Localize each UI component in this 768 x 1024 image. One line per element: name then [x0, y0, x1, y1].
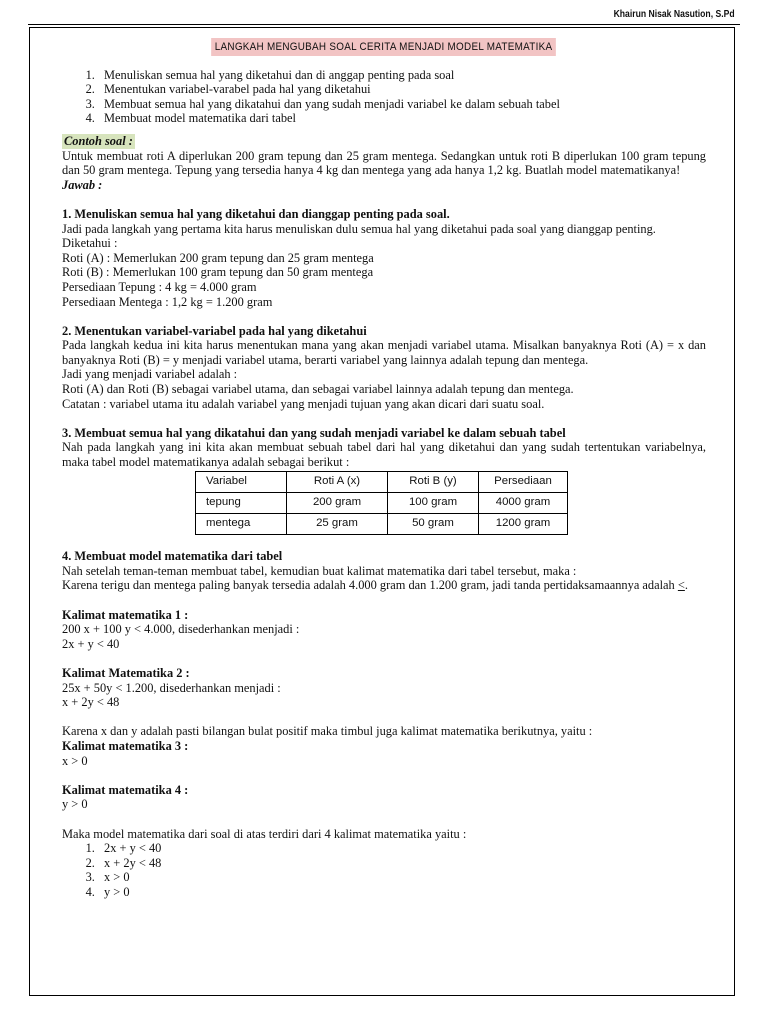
table-cell: 25 gram — [287, 513, 388, 534]
author-name: Khairun Nisak Nasution, S.Pd — [613, 8, 735, 20]
summary-line: Maka model matematika dari soal di atas terdiri dari 4 kalimat matematika yaitu : — [62, 826, 467, 841]
section2-para: Pada langkah kedua ini kita harus menentukan mana yang akan menjadi variabel utama. Misalkan banyaknya Roti (A) = x dan banyaknya Roti (B) = y menjadi variabel utama, berarti variabel yang lainnya adalah tepung dan mentega. — [62, 338, 706, 367]
list-item: 4. y > 0 — [98, 885, 706, 900]
k3-label: Kalimat matematika 3 : — [62, 738, 189, 753]
section1-intro: Jadi pada langkah yang pertama kita harus menuliskan dulu semua hal yang diketahui pada soal yang dianggap penting. — [62, 221, 656, 236]
k1-result: 2x + y < 40 — [62, 636, 120, 651]
k4-line: y > 0 — [62, 797, 88, 812]
k2-label: Kalimat Matematika 2 : — [62, 665, 190, 680]
table-cell: 1200 gram — [479, 513, 568, 534]
model-list — [62, 841, 706, 899]
section2-line: Catatan : variabel utama itu adalah variabel yang menjadi tujuan yang akan dicari dari suatu soal. — [62, 396, 545, 411]
steps-list — [62, 68, 706, 126]
known-line: Persediaan Mentega : 1,2 kg = 1.200 gram — [62, 294, 273, 309]
table-header-cell: Roti A (x) — [287, 471, 388, 492]
k1-line: 200 x + 100 y < 4.000, disederhankan menjadi : — [62, 622, 300, 637]
list-item: 4. Membuat model matematika dari tabel — [98, 111, 706, 126]
table-header-cell: Roti B (y) — [388, 471, 479, 492]
list-item: 3. x > 0 — [98, 870, 706, 885]
list-item: 2. x + 2y < 48 — [98, 856, 706, 871]
k3-line: x > 0 — [62, 753, 88, 768]
known-line: Roti (A) : Memerlukan 200 gram tepung dan 25 gram mentega — [62, 250, 374, 265]
section4-line: Nah setelah teman-teman membuat tabel, kemudian buat kalimat matematika dari tabel tersebut, maka : — [62, 563, 577, 578]
list-item: 2. Menentukan variabel-varabel pada hal yang diketahui — [98, 82, 706, 97]
model-table — [195, 471, 568, 535]
inequality-sign: < — [677, 578, 685, 593]
k2-line: 25x + 50y < 1.200, disederhankan menjadi : — [62, 680, 281, 695]
section2-heading: 2. Menentukan variabel-variabel pada hal yang diketahui — [62, 323, 367, 338]
k1-label: Kalimat matematika 1 : — [62, 607, 189, 622]
table-cell: 200 gram — [287, 492, 388, 513]
known-line: Persediaan Tepung : 4 kg = 4.000 gram — [62, 279, 257, 294]
known-label: Diketahui : — [62, 236, 118, 251]
section1-heading: 1. Menuliskan semua hal yang diketahui dan dianggap penting pada soal. — [62, 206, 450, 221]
k4-label: Kalimat matematika 4 : — [62, 782, 189, 797]
list-item: 1. 2x + y < 40 — [98, 841, 706, 856]
section2-line: Roti (A) dan Roti (B) sebagai variabel utama, dan sebagai variabel lainnya adalah tepung dan mentega. — [62, 382, 574, 397]
answer-label: Jawab : — [62, 177, 103, 192]
page-title: LANGKAH MENGUBAH SOAL CERITA MENJADI MODEL MATEMATIKA — [212, 38, 557, 56]
list-item: 1. Menuliskan semua hal yang diketahui dan di anggap penting pada soal — [98, 68, 706, 83]
k2-result: x + 2y < 48 — [62, 695, 120, 710]
table-cell: 4000 gram — [479, 492, 568, 513]
known-line: Roti (B) : Memerlukan 100 gram tepung dan 50 gram mentega — [62, 265, 374, 280]
table-cell: tepung — [196, 492, 287, 513]
table-header-cell: Variabel — [196, 471, 287, 492]
example-text: Untuk membuat roti A diperlukan 200 gram tepung dan 25 gram mentega. Sedangkan untuk roti B diperlukan 100 gram tepung dan 50 gram mentega. Tepung yang tersedia hanya 4 kg dan mentega yang ada hanya 1,2 kg. Buatlah model matematikanya! — [62, 148, 706, 178]
because-line: Karena x dan y adalah pasti bilangan bulat positif maka timbul juga kalimat matematika berikutnya, yaitu : — [62, 724, 593, 739]
section4-heading: 4. Membuat model matematika dari tabel — [62, 549, 283, 564]
table-cell: 50 gram — [388, 513, 479, 534]
table-cell: mentega — [196, 513, 287, 534]
section3-para: Nah pada langkah yang ini kita akan membuat sebuah tabel dari hal yang diketahui dan yang sudah tertentukan variabelnya, maka tabel model matematikanya adalah sebagai berikut : — [62, 440, 706, 470]
section4-para: Karena terigu dan mentega paling banyak tersedia adalah 4.000 gram dan 1.200 gram, jadi tanda pertidaksamaannya adalah <. — [62, 578, 688, 593]
table-cell: 100 gram — [388, 492, 479, 513]
table-header-row — [196, 471, 568, 492]
table-row — [196, 492, 568, 513]
list-item: 3. Membuat semua hal yang dikatahui dan yang sudah menjadi variabel ke dalam sebuah tabel — [98, 97, 706, 112]
example-label: Contoh soal : — [64, 133, 133, 148]
document-body — [62, 38, 706, 899]
header-rule — [28, 24, 740, 25]
section2-line: Jadi yang menjadi variabel adalah : — [62, 367, 238, 382]
section3-heading: 3. Membuat semua hal yang dikatahui dan yang sudah menjadi variabel ke dalam sebuah tabel — [62, 425, 566, 440]
table-header-cell: Persediaan — [479, 471, 568, 492]
table-row — [196, 513, 568, 534]
